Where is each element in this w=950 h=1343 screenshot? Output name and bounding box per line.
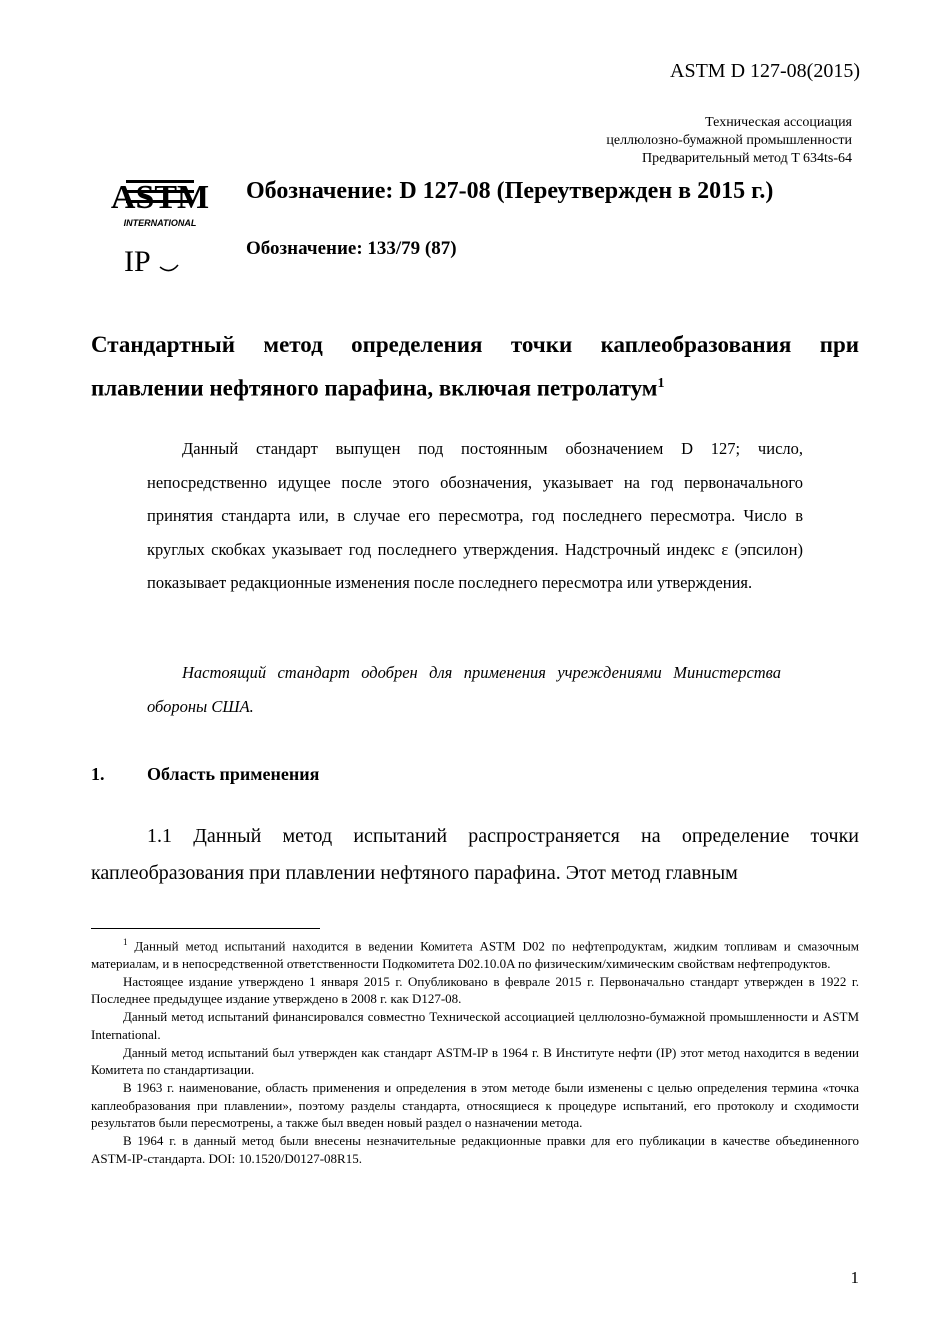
designation-secondary: Обозначение: 133/79 (87) bbox=[246, 238, 457, 259]
issuance-note: Данный стандарт выпущен под постоянным обозначением D 127; число, непосредственно идущее после этого обозначения, указывает на год первоначального принятия стандарта или, в случае его пересмотра, год последнего пересмотра. Число в круглых скобках указывает год последнего утверждения. Надстрочный индекс ε (эпсилон) показывает редакционные изменения после последнего пересмотра или утверждения. bbox=[147, 439, 803, 592]
footnote-paragraph: Данный метод испытаний финансировался совместно Технической ассоциацией целлюлозно-бумажной промышленности и ASTM International. bbox=[91, 1009, 859, 1042]
document-title bbox=[91, 325, 859, 408]
ip-logo-icon bbox=[120, 241, 200, 281]
association-line-1: Техническая ассоциация bbox=[705, 115, 852, 130]
association-line-2: целлюлозно-бумажной промышленности bbox=[606, 133, 852, 148]
astm-ip-logo bbox=[110, 160, 210, 281]
title-text: Стандартный метод определения точки каплеобразования при плавлении нефтяного парафина, включая петролатум bbox=[91, 332, 859, 401]
astm-logo-icon bbox=[110, 160, 210, 232]
footnote-paragraph bbox=[91, 934, 859, 973]
footnote-divider bbox=[91, 928, 320, 929]
footnote-mark: 1 bbox=[123, 937, 128, 947]
footnote-paragraph: Настоящее издание утверждено 1 января 2015 г. Опубликовано в феврале 2015 г. Первоначально стандарт утвержден в 1922 г. Последнее предыдущее издание утверждено в 2008 г. как D127-08. bbox=[91, 973, 859, 1007]
footnotes bbox=[91, 934, 859, 1167]
logo-astm-text: ASTM bbox=[110, 179, 210, 216]
section-paragraph: 1.1 Данный метод испытаний распространяется на определение точки каплеобразования при плавлении нефтяного парафина. Этот метод главным bbox=[91, 825, 859, 884]
document-code: ASTM D 127-08(2015) bbox=[670, 60, 860, 82]
footnote-text: Данный метод испытаний находится в ведении Комитета ASTM D02 по нефтепродуктам, жидким топливам и смазочным материалам, и в непосредственной ответственности Подкомитета D02.10.0A по физическим/химическим свойствам нефтепродуктов. bbox=[91, 938, 859, 972]
footnote-paragraph: Данный метод испытаний был утвержден как стандарт ASTM-IP в 1964 г. В Институте нефти (IP) этот метод находится в ведении Комитета по стандартизации. bbox=[91, 1044, 859, 1078]
association-line-3: Предварительный метод T 634ts-64 bbox=[641, 151, 852, 166]
approval-note: Настоящий стандарт одобрен для применения учреждениями Министерства обороны США. bbox=[147, 663, 781, 716]
section-number: 1. bbox=[91, 764, 105, 784]
title-footnote-mark: 1 bbox=[657, 376, 665, 391]
page-number: 1 bbox=[850, 1268, 859, 1287]
footnote-paragraph: В 1964 г. в данный метод были внесены незначительные редакционные правки для его публикации в качестве объединенного ASTM-IP-стандарта. DOI: 10.1520/D0127-08R15. bbox=[91, 1133, 859, 1166]
logo-international-text: INTERNATIONAL bbox=[123, 218, 197, 228]
footnote-paragraph: В 1963 г. наименование, область применения и определения в этом методе были изменены с целью определения термина «точка каплеобразования при плавлении», поэтому разделы стандарта, относящиеся к процедуре испытаний, его протоколу и сходимости результатов были пересмотрены, а также был введен новый раздел о назначении метода. bbox=[91, 1079, 859, 1131]
association-block bbox=[606, 114, 852, 168]
designation-primary: Обозначение: D 127-08 (Переутвержден в 2015 г.) bbox=[246, 178, 774, 204]
logo-ip-text: IP bbox=[124, 245, 151, 278]
section-title: Область применения bbox=[147, 764, 320, 784]
